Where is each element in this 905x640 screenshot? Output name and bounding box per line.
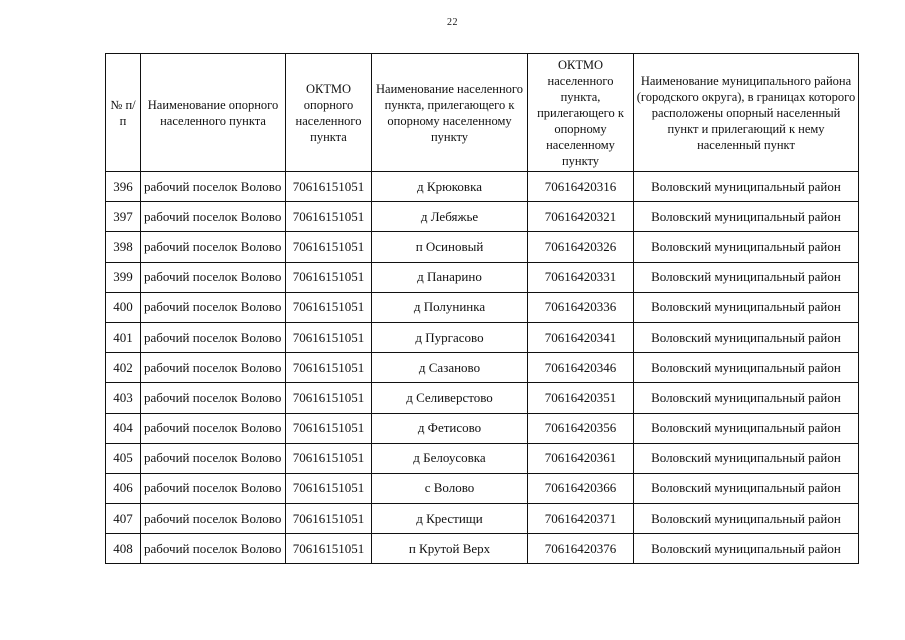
cell-base-settlement: рабочий поселок Волово	[141, 473, 286, 503]
table-row	[106, 534, 859, 564]
header-adjacent-oktmo: ОКТМО населенного пункта, прилегающего к опорному населенному пункту	[528, 54, 634, 172]
cell-row-number: 401	[106, 322, 141, 352]
cell-adjacent-settlement: д Пургасово	[372, 322, 528, 352]
cell-base-settlement: рабочий поселок Волово	[141, 292, 286, 322]
cell-adjacent-oktmo: 70616420331	[528, 262, 634, 292]
cell-municipal-district: Воловский муниципальный район	[634, 353, 859, 383]
table-row	[106, 232, 859, 262]
table-row	[106, 383, 859, 413]
cell-adjacent-oktmo: 70616420326	[528, 232, 634, 262]
cell-base-settlement: рабочий поселок Волово	[141, 172, 286, 202]
cell-adjacent-settlement: д Крюковка	[372, 172, 528, 202]
cell-adjacent-oktmo: 70616420361	[528, 443, 634, 473]
cell-adjacent-settlement: д Сазаново	[372, 353, 528, 383]
cell-row-number: 405	[106, 443, 141, 473]
cell-adjacent-settlement: д Полунинка	[372, 292, 528, 322]
cell-base-oktmo: 70616151051	[286, 413, 372, 443]
cell-adjacent-oktmo: 70616420341	[528, 322, 634, 352]
cell-base-oktmo: 70616151051	[286, 353, 372, 383]
cell-base-settlement: рабочий поселок Волово	[141, 262, 286, 292]
cell-municipal-district: Воловский муниципальный район	[634, 443, 859, 473]
page-number: 22	[447, 17, 458, 28]
table-row	[106, 292, 859, 322]
cell-base-oktmo: 70616151051	[286, 322, 372, 352]
cell-adjacent-settlement: п Крутой Верх	[372, 534, 528, 564]
table-body	[106, 172, 859, 564]
table-row	[106, 504, 859, 534]
cell-adjacent-oktmo: 70616420376	[528, 534, 634, 564]
header-row-number: № п/п	[106, 54, 141, 172]
cell-municipal-district: Воловский муниципальный район	[634, 262, 859, 292]
cell-base-settlement: рабочий поселок Волово	[141, 232, 286, 262]
cell-adjacent-settlement: д Крестищи	[372, 504, 528, 534]
header-base-oktmo: ОКТМО опорного населенного пункта	[286, 54, 372, 172]
table-row	[106, 172, 859, 202]
cell-row-number: 396	[106, 172, 141, 202]
cell-municipal-district: Воловский муниципальный район	[634, 383, 859, 413]
table-row	[106, 322, 859, 352]
cell-base-settlement: рабочий поселок Волово	[141, 504, 286, 534]
table-row	[106, 473, 859, 503]
cell-base-settlement: рабочий поселок Волово	[141, 413, 286, 443]
cell-row-number: 407	[106, 504, 141, 534]
cell-municipal-district: Воловский муниципальный район	[634, 473, 859, 503]
cell-municipal-district: Воловский муниципальный район	[634, 172, 859, 202]
cell-row-number: 398	[106, 232, 141, 262]
header-municipal-district: Наименование муниципального района (городского округа), в границах которого расположены опорный населенный пункт и прилегающий к нему населенный пункт	[634, 54, 859, 172]
cell-base-settlement: рабочий поселок Волово	[141, 322, 286, 352]
cell-municipal-district: Воловский муниципальный район	[634, 413, 859, 443]
cell-adjacent-oktmo: 70616420321	[528, 202, 634, 232]
cell-base-oktmo: 70616151051	[286, 202, 372, 232]
cell-base-oktmo: 70616151051	[286, 232, 372, 262]
cell-base-oktmo: 70616151051	[286, 443, 372, 473]
cell-adjacent-oktmo: 70616420356	[528, 413, 634, 443]
cell-adjacent-oktmo: 70616420336	[528, 292, 634, 322]
cell-adjacent-settlement: п Осиновый	[372, 232, 528, 262]
cell-municipal-district: Воловский муниципальный район	[634, 202, 859, 232]
cell-municipal-district: Воловский муниципальный район	[634, 322, 859, 352]
cell-adjacent-oktmo: 70616420366	[528, 473, 634, 503]
cell-row-number: 404	[106, 413, 141, 443]
cell-adjacent-settlement: с Волово	[372, 473, 528, 503]
cell-row-number: 408	[106, 534, 141, 564]
table-row	[106, 353, 859, 383]
cell-row-number: 397	[106, 202, 141, 232]
header-adjacent-settlement: Наименование населенного пункта, прилегающего к опорному населенному пункту	[372, 54, 528, 172]
cell-row-number: 399	[106, 262, 141, 292]
cell-municipal-district: Воловский муниципальный район	[634, 292, 859, 322]
cell-adjacent-oktmo: 70616420346	[528, 353, 634, 383]
cell-base-oktmo: 70616151051	[286, 473, 372, 503]
cell-row-number: 406	[106, 473, 141, 503]
cell-row-number: 402	[106, 353, 141, 383]
cell-base-settlement: рабочий поселок Волово	[141, 383, 286, 413]
cell-base-settlement: рабочий поселок Волово	[141, 202, 286, 232]
cell-adjacent-oktmo: 70616420351	[528, 383, 634, 413]
cell-base-oktmo: 70616151051	[286, 383, 372, 413]
settlements-table	[105, 53, 859, 564]
cell-municipal-district: Воловский муниципальный район	[634, 232, 859, 262]
cell-base-oktmo: 70616151051	[286, 262, 372, 292]
cell-adjacent-oktmo: 70616420371	[528, 504, 634, 534]
cell-municipal-district: Воловский муниципальный район	[634, 534, 859, 564]
cell-base-settlement: рабочий поселок Волово	[141, 534, 286, 564]
cell-base-oktmo: 70616151051	[286, 504, 372, 534]
cell-row-number: 400	[106, 292, 141, 322]
cell-adjacent-oktmo: 70616420316	[528, 172, 634, 202]
cell-adjacent-settlement: д Лебяжье	[372, 202, 528, 232]
cell-row-number: 403	[106, 383, 141, 413]
cell-base-settlement: рабочий поселок Волово	[141, 443, 286, 473]
table-row	[106, 202, 859, 232]
cell-base-oktmo: 70616151051	[286, 172, 372, 202]
cell-base-settlement: рабочий поселок Волово	[141, 353, 286, 383]
table-row	[106, 413, 859, 443]
table-row	[106, 262, 859, 292]
cell-adjacent-settlement: д Фетисово	[372, 413, 528, 443]
cell-adjacent-settlement: д Панарино	[372, 262, 528, 292]
header-base-settlement: Наименование опорного населенного пункта	[141, 54, 286, 172]
cell-base-oktmo: 70616151051	[286, 292, 372, 322]
cell-adjacent-settlement: д Белоусовка	[372, 443, 528, 473]
table-row	[106, 443, 859, 473]
cell-municipal-district: Воловский муниципальный район	[634, 504, 859, 534]
table-header-row	[106, 54, 859, 172]
cell-adjacent-settlement: д Селиверстово	[372, 383, 528, 413]
cell-base-oktmo: 70616151051	[286, 534, 372, 564]
